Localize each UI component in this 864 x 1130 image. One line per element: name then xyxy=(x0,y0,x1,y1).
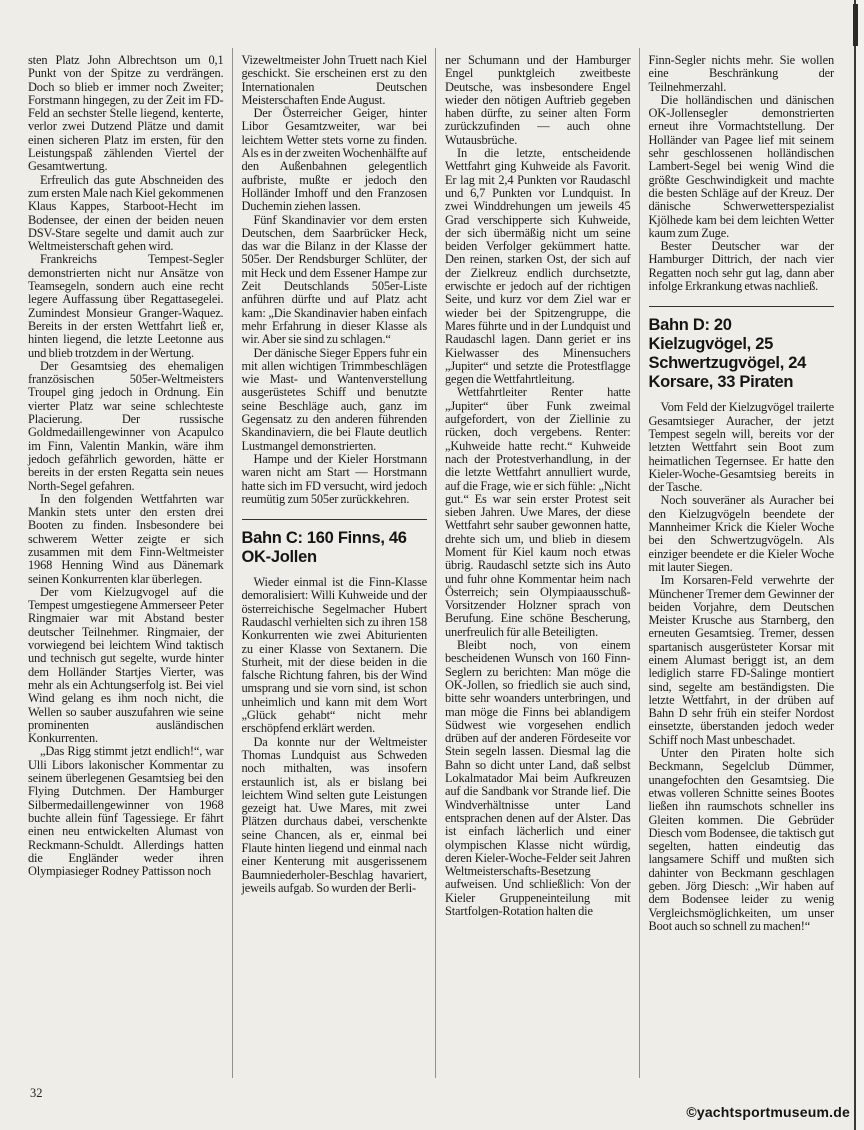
column-2 xyxy=(232,48,436,1078)
paragraph: In den folgenden Wettfahrten war Mankin stets unter den ersten drei Booten zu finden. Insbesondere bei schwerem Wetter zeigte er sich zusammen mit dem Finn-Weltmeister 1968 Henning Wind aus Dänemark seinen Konkurrenten klar überlegen. xyxy=(28,491,224,586)
paragraph: Der Österreicher Geiger, hinter Libor Gesamtzweiter, war bei leichtem Wetter stets vorne zu finden. Als es in der zweiten Wochenhälfte auf den Außenbahnen gelegentlich aufbriste, mußte er jedoch den Holländer Imhoff und den Franzosen Duchemin ziehen lassen. xyxy=(241,106,427,214)
paragraph: Da konnte nur der Weltmeister Thomas Lundquist aus Schweden noch mithalten, was insofern erstaunlich ist, als er bislang bei leichtem Wind selten gute Leistungen gezeigt hat. Uwe Mares, mit zwei Plätzen durchaus dabei, verschenkte seine Chancen, als er, einmal bei Flaute hinten liegend und einmal nach einer Kenterung mit ausgerissenem Baumniederholer-Beschlag havariert, jeweils aufgab. So wurden der Berli- xyxy=(241,734,427,895)
column-4 xyxy=(639,48,843,1078)
paragraph: sten Platz John Albrechtson um 0,1 Punkt von der Spitze zu verdrängen. Doch so blieb er immer noch Zweiter; Forstmann hingegen, zu der Zeit im FD-Feld an sechster Stelle liegend, kenterte, verlor zwei Dutzend Plätze und damit einen sicheren Platz im ersten, für den Leistungspaß zählenden Viertel der Gesamtwertung. xyxy=(28,53,224,174)
paragraph: Der dänische Sieger Eppers fuhr ein mit allen wichtigen Trimmbeschlägen wie Mast- und Wantenverstellung ausgerüstetes Schiff und benutzte seine Beschläge auch, ganz im Gegensatz zu den anderen führenden Skandinaviern, die bei Flaute deutlich Lustmangel demonstrierten. xyxy=(241,345,427,453)
paragraph: Die holländischen und dänischen OK-Jollensegler demonstrierten erneut ihre Vormachtstellung. Der Holländer van Pagee lief mit seinem sehr geschlossenen holländischen Lambert-Segel bei wenig Wind die größte Geschwindigkeit und machte die besten Schläge auf der Kreuz. Der dänische Schwerwetterspezialist Kjölhede kam bei dem leichten Wetter kaum zum Zuge. xyxy=(648,92,834,240)
column-1 xyxy=(28,48,232,1078)
paragraph: Erfreulich das gute Abschneiden des zum ersten Male nach Kiel gekommenen Klaus Kappes, Starboot-Hecht im Bodensee, der einen der beiden neuen DSV-Stare segelte und damit auch zur Weltmeisterschaft gehen wird. xyxy=(28,172,224,254)
paragraph: Im Korsaren-Feld verwehrte der Münchener Tremer dem Gewinner der beiden Vorjahre, dem Deutschen Meister Krusche aus Starnberg, den erneuten Gesamtsieg. Tremer, dessen spartanisch ausgerüsteter Korsar mit einem Alumast beriggt ist, an dem lediglich starre FD-Salinge montiert sind, segelte am beständigsten. Die letzte Wettfahrt, in der drüben auf Bahn D sehr früh ein steifer Nordost einsetzte, überstanden jedoch weder Schiff noch Mast unbeschadet. xyxy=(648,573,834,747)
paragraph: Der vom Kielzugvogel auf die Tempest umgestiegene Ammerseer Peter Ringmaier war mit Abstand bester deutscher Teilnehmer. Ringmaier, der vorwiegend bei leichtem Wind taktisch und technisch gut segelte, wurde hinter dem Holländer Startjes Vierter, was mehr als ein Achtungserfolg ist. Bei viel Wind gelang es ihm noch nicht, die Wellen so sauber auszufahren wie seine prominenten ausländischen Konkurrenten. xyxy=(28,584,224,746)
paragraph: ner Schumann und der Hamburger Engel punktgleich zweitbeste Deutsche, was insbesondere Engel wieder den nötigen Auftrieb gegeben haben dürfte, zu seiner alten Form zurückzufinden — auch ohne Wutausbrüche. xyxy=(445,53,631,147)
scan-edge-line xyxy=(854,0,856,1130)
paragraph: Hampe und der Kieler Horstmann waren nicht am Start — Horstmann hatte sich im FD versucht, wird jedoch reumütig zum 505er zurückkehren. xyxy=(241,451,427,506)
page-number: 32 xyxy=(30,1086,43,1100)
article-columns xyxy=(28,48,842,1078)
paragraph: Wettfahrtleiter Renter hatte „Jupiter“ über Funk zweimal aufgefordert, von der Ziellinie zu rücken, doch vergebens. Renter: „Kuhweide hatte recht.“ Kuhweide nach der Protestverhandlung, in der die letzte Wettfahrt annulliert wurde, auf die Frage, wie er sich fühle: „Nicht gut.“ Es war sein erster Protest seit sieben Jahren. Uwe Mares, der diese Wettfahrt sehr sauber gewonnen hatte, drehte sich um, und blieb in diesem Moment für Kiel kaum noch etwas übrig. Raudaschl setzte sich ins Auto und fuhr ohne Kommentar heim nach Österreich; sein Olympiaausschuß-Vorsitzender Holzner sprach von Berufung. Eine schöne Bescherung, unerfreulich für alle Beteiligten. xyxy=(445,385,631,639)
paragraph: Wieder einmal ist die Finn-Klasse demoralisiert: Willi Kuhweide und der österreichische Segelmacher Hubert Raudaschl verhielten sich zu ihren 158 Konkurrenten wie zwei Abiturienten zu einer Klasse von Sextanern. Die Sturheit, mit der diese beiden in die falsche Richtung fahren, bis der Wind umsprang und sie vorn sind, ist schon unheimlich und kann mit dem Wort „Glück gehabt“ nicht mehr erschöpfend erklärt werden. xyxy=(241,575,427,736)
watermark: ©yachtsportmuseum.de xyxy=(686,1104,850,1120)
paragraph: Vom Feld der Kielzugvögel trailerte Gesamtsieger Auracher, der jetzt Tempest segeln will, bereits vor der letzten Wettfahrt sein Boot zum heimatlichen Tegernsee. Er hatte den Kieler-Woche-Gesamtsieg bereits in der Tasche. xyxy=(648,400,834,495)
paragraph: Noch souveräner als Auracher bei den Kielzugvögeln beendete der Mannheimer Krick die Kieler Woche bei den Schwertzugvögeln. Als einziger beendete er die Kieler Woche mit lauter Siegen. xyxy=(648,493,834,574)
paragraph: Bleibt noch, von einem bescheidenen Wunsch von 160 Finn-Seglern zu berichten: Man möge die OK-Jollen, so friedlich sie auch sind, bitte sehr woanders unterbringen, und man möge die Finns bei ablandigem Südwest wie vorgesehen endlich drüben auf der anderen Fördeseite vor Stein segeln lassen. Diesmal lag die Bahn so dicht unter Land, daß selbst Lokalmatador Mai beim Aufkreuzen auf die Sandbank vor Strande lief. Die Windverhältnisse unter Land entsprachen denen auf der Alster. Das ist einfach lächerlich und einer olympischen Klasse nicht würdig, deren Kieler-Woche-Felder seit Jahren Weltmeisterschafts-Besetzung aufweisen. Und schließlich: Von der Kieler Gruppeneinteilung mit Startfolgen-Rotation halten die xyxy=(445,638,631,918)
scan-edge-notch xyxy=(853,4,858,46)
heading-bahn-d: Bahn D: 20 Kielzugvögel, 25 Schwertzugvögel, 24 Korsare, 33 Piraten xyxy=(649,306,835,392)
paragraph: Fünf Skandinavier vor dem ersten Deutschen, dem Saarbrücker Heck, das war die Bilanz in der Klasse der 505er. Der Rendsburger Schlüter, der mit Heck und dem Essener Hampe zur Zeit Deutschlands 505er-Liste anführen dürfte und auf Platz acht kam: „Die Skandinavier haben einfach mehr Erfahrung in dieser Klasse als wir. Aber sie sind zu schlagen.“ xyxy=(241,212,427,347)
paragraph: In die letzte, entscheidende Wettfahrt ging Kuhweide als Favorit. Er lag mit 2,4 Punkten vor Raudaschl und 6,7 Punkten vor Lundquist. In zwei Winddrehungen um jeweils 45 Grad verschipperte sich Kuhweide, der sich übermäßig nicht um seine beiden Verfolger gekümmert hatte. Den reinen, starken Ost, der sich auf der Zielkreuz endlich durchsetzte, erwischte er jedoch auf der richtigen Seite, und kurz vor dem Ziel war er wieder bei der Spitzengruppe, die Mares führte und in der Lundquist und Raudaschl lagen. Dann geriet er ins Kielwasser des Minensuchers „Jupiter“ und setzte die Protestflagge gegen die Wettfahrtleitung. xyxy=(445,146,631,387)
paragraph: Frankreichs Tempest-Segler demonstrierten nicht nur Ansätze von Teamsegeln, sondern auch eine recht legere Auffassung über Regattasegelei. Zumindest Monsieur Granger-Waquez. Bereits in der ersten Wettfahrt ließ er, hinten liegend, die letzte Leetonne aus und blieb trotzdem in der Wertung. xyxy=(28,252,224,360)
paragraph: Vizeweltmeister John Truett nach Kiel geschickt. Sie erscheinen erst zu den Internationalen Deutschen Meisterschaften Ende August. xyxy=(241,53,427,107)
paragraph: „Das Rigg stimmt jetzt endlich!“, war Ulli Libors lakonischer Kommentar zu seinem überlegenen Gesamtsieg bei den Flying Dutchmen. Der Hamburger Silbermedaillengewinner von 1968 buchte allein fünf Tagessiege. Er fährt einen neu entwickelten Alumast von Reckmann-Schuldt. Allerdings hatten die Engländer weder ihren Olympiasieger Rodney Pattisson noch xyxy=(28,744,224,879)
paragraph: Der Gesamtsieg des ehemaligen französischen 505er-Weltmeisters Troupel ging jedoch in Ordnung. Ein vierter Platz war seine schlechteste Placierung. Der russische Goldmedaillengewinner von Acapulco im Finn, Valentin Mankin, wäre ihm jedoch gefährlich geworden, hätte er bereits in der ersten Regatta sein neues North-Segel gefahren. xyxy=(28,358,224,493)
paragraph: Finn-Segler nichts mehr. Sie wollen eine Beschränkung der Teilnehmerzahl. xyxy=(648,53,834,94)
paragraph: Unter den Piraten holte sich Beckmann, Segelclub Dümmer, unangefochten den Gesamtsieg. Die etwas volleren Schnitte seines Bootes ließen ihn raumschots schneller ins Gleiten kommen. Die Gebrüder Diesch vom Bodensee, die taktisch gut segelten, hatten eindeutig das langsamere Schiff und mußten sich dahinter von Beckmann geschlagen geben. Jörg Diesch: „Wir haben auf dem Bodensee leider zu wenig Vergleichsmöglichkeiten, um unser Boot auch so schnell zu machen!“ xyxy=(648,746,834,933)
scan-edge-strip xyxy=(856,0,864,1130)
heading-bahn-c: Bahn C: 160 Finns, 46 OK-Jollen xyxy=(242,519,428,567)
paragraph: Bester Deutscher war der Hamburger Dittrich, der nach vier Regatten noch sehr gut lag, dann aber infolge Erkrankung etwas nachließ. xyxy=(648,239,834,294)
column-3 xyxy=(435,48,639,1078)
